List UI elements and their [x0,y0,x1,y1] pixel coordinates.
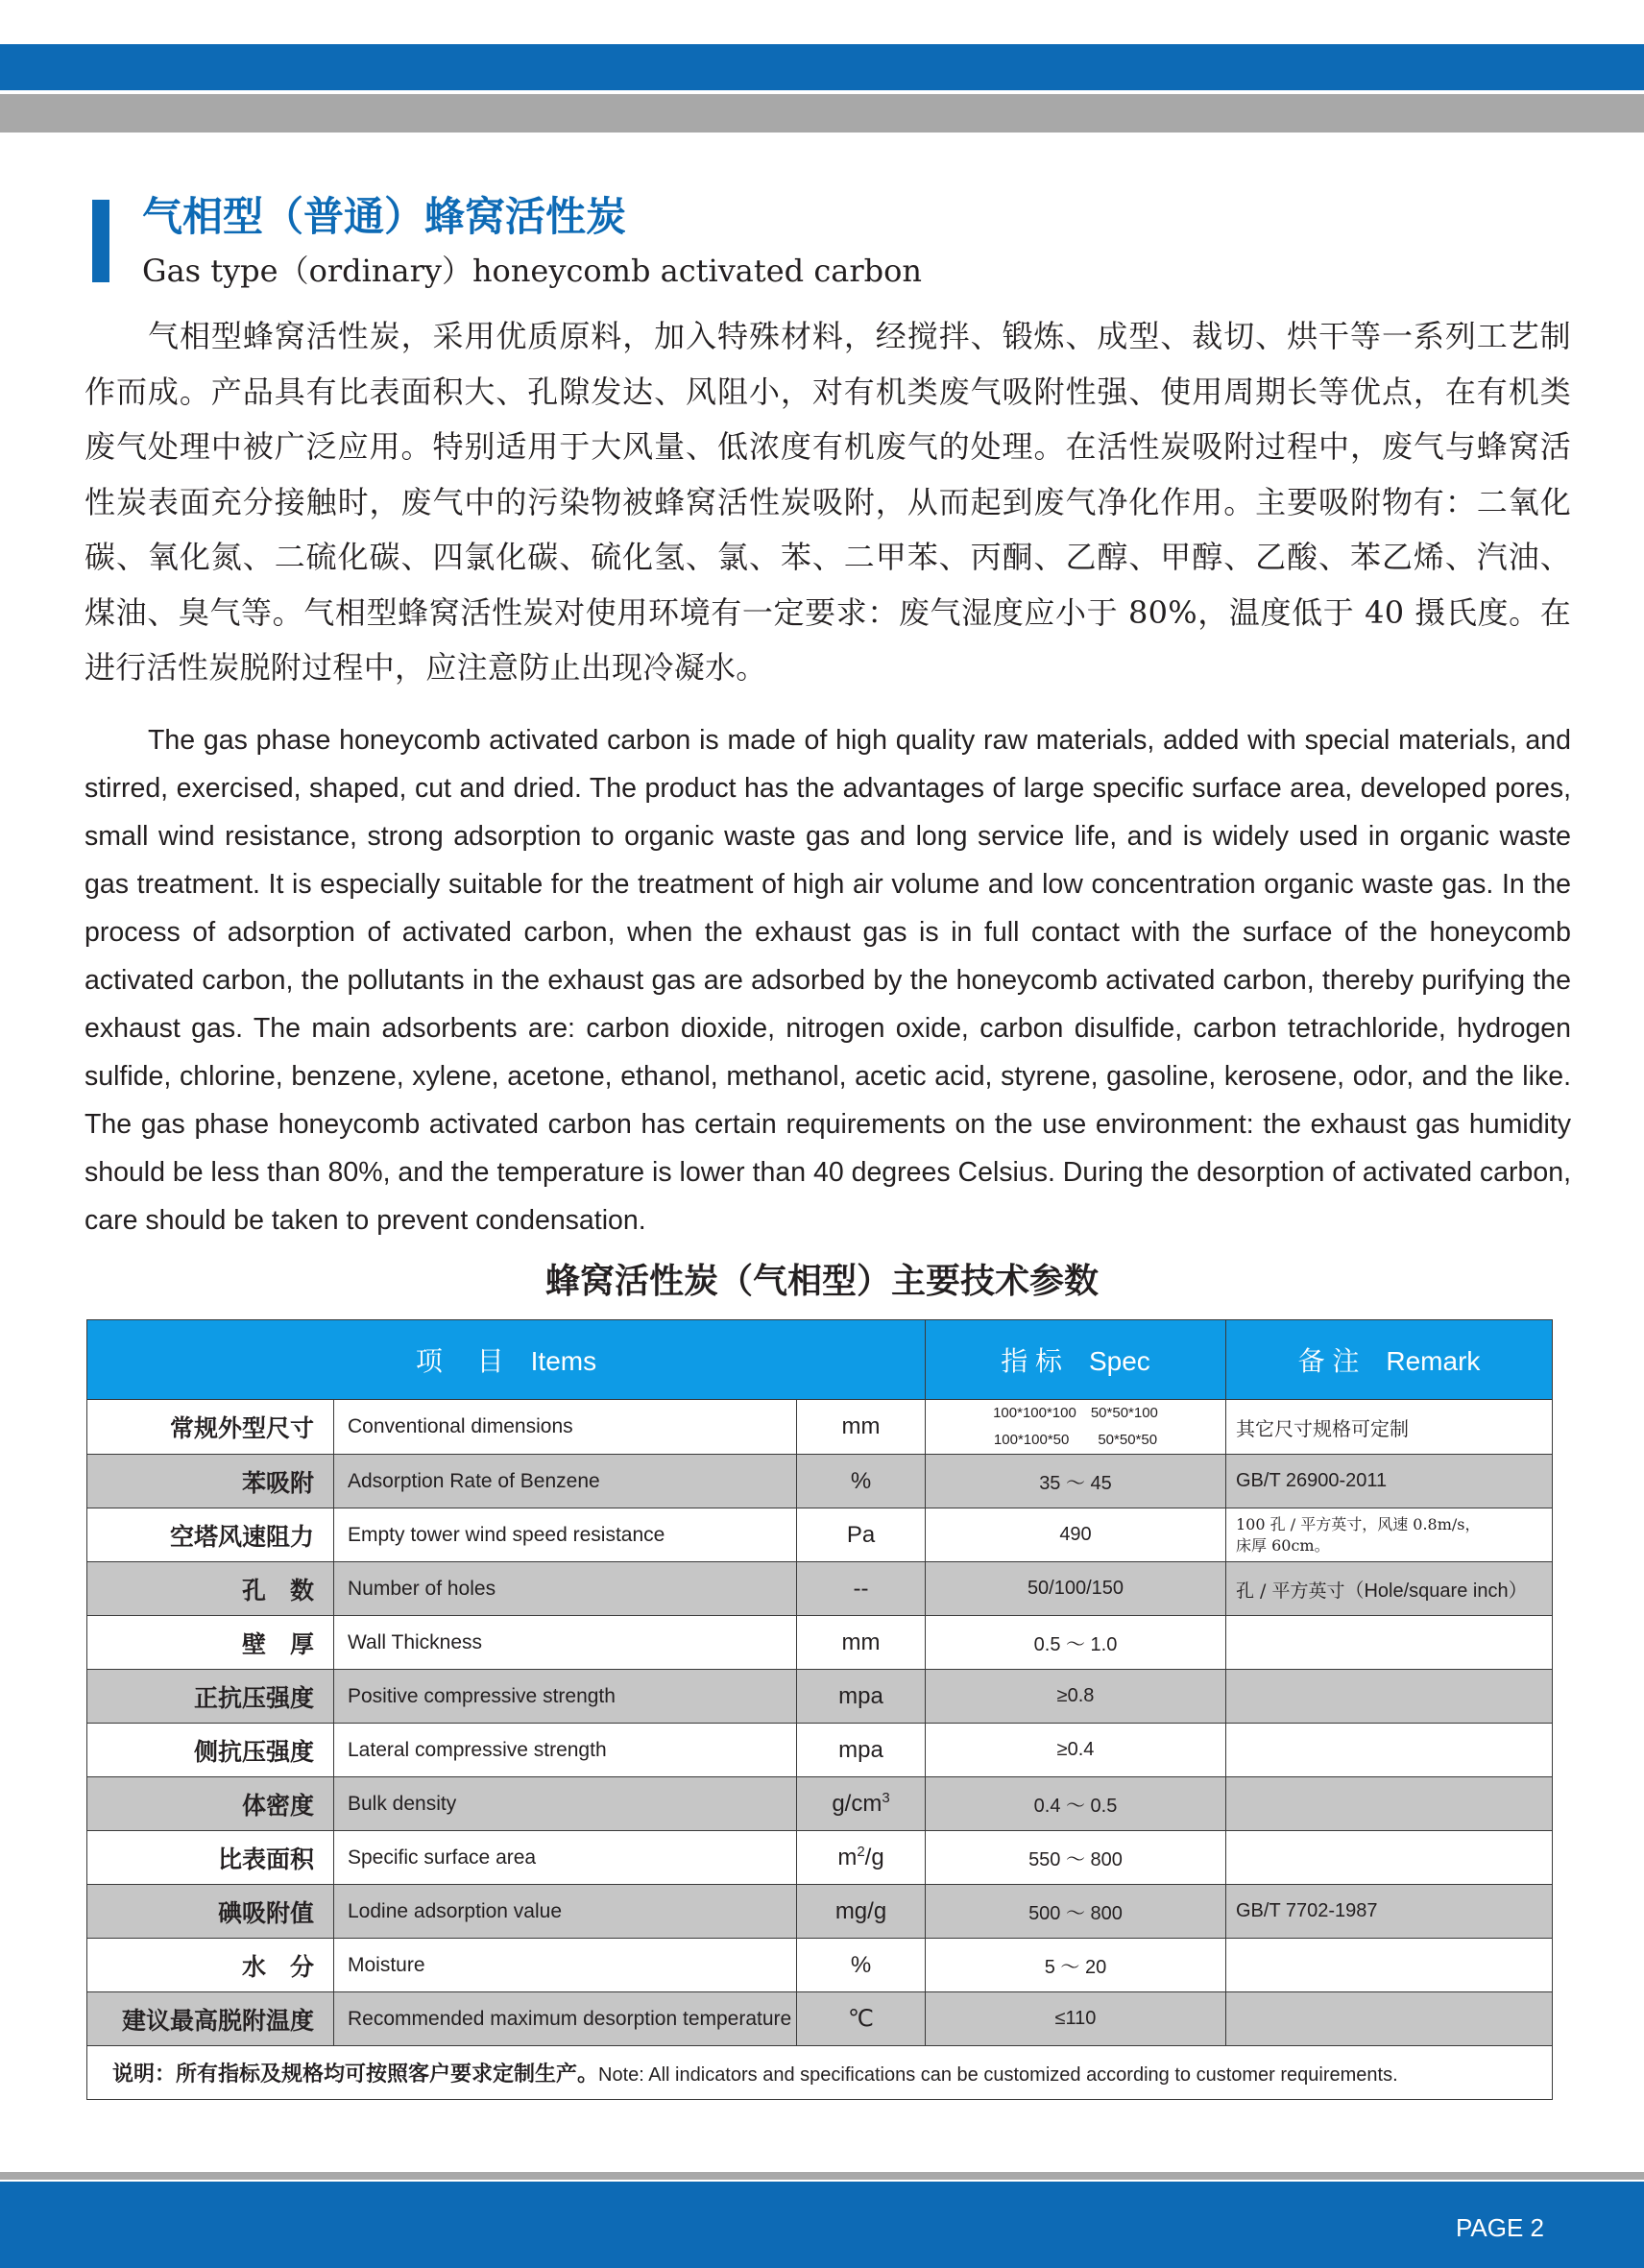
item-remark [1226,1831,1553,1885]
item-spec [926,1400,1226,1455]
item-name-en: Number of holes [334,1562,797,1616]
item-name-en: Lodine adsorption value [334,1885,797,1939]
title-accent-bar [92,200,109,282]
item-spec: 500 ～ 800 [926,1885,1226,1939]
item-unit [797,1831,926,1885]
item-spec: ≤110 [926,1992,1226,2046]
item-spec: 5 ～ 20 [926,1939,1226,1992]
table-row [87,1400,1553,1455]
table-row [87,1831,1553,1885]
header-spec: 指 标 Spec [926,1320,1226,1400]
unit-base: g/cm [832,1791,882,1817]
item-name-cn: 空塔风速阻力 [87,1508,334,1562]
item-spec: 35 ～ 45 [926,1455,1226,1508]
item-name-en: Empty tower wind speed resistance [334,1508,797,1562]
remark-line-1: 100 孔 / 平方英寸，风速 0.8m/s， [1236,1514,1481,1533]
remark-en-part: （Hole/square inch） [1344,1580,1528,1602]
item-name-en: Moisture [334,1939,797,1992]
item-unit: % [797,1939,926,1992]
item-name-cn: 侧抗压强度 [87,1724,334,1777]
page-number: PAGE 2 [1455,2213,1544,2242]
unit-superscript: 3 [882,1790,890,1806]
remark-line-2: 床厚 60cm。 [1236,1535,1330,1555]
table-row [87,1992,1553,2046]
table-note [87,2046,1553,2100]
table-row [87,1939,1553,1992]
item-name-en: Recommended maximum desorption temperature [334,1992,797,2046]
item-name-cn: 建议最高脱附温度 [87,1992,334,2046]
item-remark [1226,1508,1553,1562]
item-remark: GB/T 26900-2011 [1226,1455,1553,1508]
item-remark [1226,1670,1553,1724]
table-row [87,1508,1553,1562]
item-spec: ≥0.8 [926,1670,1226,1724]
section-title-cn: 气相型（普通）蜂窝活性炭 [142,193,627,240]
table-row [87,1724,1553,1777]
item-unit: mpa [797,1724,926,1777]
item-name-cn: 碘吸附值 [87,1885,334,1939]
item-remark: 其它尺寸规格可定制 [1226,1400,1553,1455]
item-remark [1226,1562,1553,1616]
item-spec: 50/100/150 [926,1562,1226,1616]
bottom-gray-band [0,2172,1644,2180]
item-spec: 0.4 ～ 0.5 [926,1777,1226,1831]
item-remark [1226,1724,1553,1777]
item-spec: ≥0.4 [926,1724,1226,1777]
note-en: Note: All indicators and specifications can be customized according to customer requirements. [598,2064,1398,2086]
item-name-cn: 常规外型尺寸 [87,1400,334,1455]
item-name-en: Lateral compressive strength [334,1724,797,1777]
spec-table [86,1319,1553,2100]
unit-base: m [837,1845,858,1870]
header-items: 项 目 Items [87,1320,926,1400]
item-remark: GB/T 7702-1987 [1226,1885,1553,1939]
remark-cn-part: 孔 / 平方英寸 [1236,1580,1345,1602]
top-blue-band [0,44,1644,90]
item-remark [1226,1939,1553,1992]
item-unit: mm [797,1400,926,1455]
item-remark [1226,1616,1553,1670]
table-note-row [87,2046,1553,2100]
item-unit: mg/g [797,1885,926,1939]
item-unit: mpa [797,1670,926,1724]
item-name-en: Specific surface area [334,1831,797,1885]
description-paragraph-en: The gas phase honeycomb activated carbon is made of high quality raw materials, added with special materials, and stirred, exercised, shaped, cut and dried. The product has the advantages of large specific surface area, developed pores, small wind resistance, strong adsorption to organic waste gas and long service life, and is widely used in organic waste gas treatment. It is especially suitable for the treatment of high air volume and low concentration organic waste gas. In the process of adsorption of activated carbon, when the exhaust gas is in full contact with the surface of the honeycomb activated carbon, the pollutants in the exhaust gas are adsorbed by the honeycomb activated carbon, thereby purifying the exhaust gas. The main adsorbents are: carbon dioxide, nitrogen oxide, carbon disulfide, carbon tetrachloride, hydrogen sulfide, chlorine, benzene, xylene, acetone, ethanol, methanol, acetic acid, styrene, gasoline, kerosene, odor, and the like. The gas phase honeycomb activated carbon has certain requirements on the use environment: the exhaust gas humidity should be less than 80%, and the temperature is lower than 40 degrees Celsius. During the desorption of activated carbon, care should be taken to prevent condensation. [85,725,1571,1236]
item-name-cn: 壁 厚 [87,1616,334,1670]
item-name-en: Adsorption Rate of Benzene [334,1455,797,1508]
table-row [87,1885,1553,1939]
table-title: 蜂窝活性炭（气相型）主要技术参数 [544,1261,1099,1301]
spec-line-1: 100*100*100 50*50*100 [993,1405,1158,1421]
item-unit: ℃ [797,1992,926,2046]
item-remark [1226,1777,1553,1831]
item-name-cn: 孔 数 [87,1562,334,1616]
item-name-cn: 水 分 [87,1939,334,1992]
table-row [87,1616,1553,1670]
item-spec: 490 [926,1508,1226,1562]
item-unit: mm [797,1616,926,1670]
top-gray-band [0,94,1644,133]
item-name-cn: 正抗压强度 [87,1670,334,1724]
section-title-en: Gas type（ordinary）honeycomb activated carbon [142,253,922,289]
item-name-en: Conventional dimensions [334,1400,797,1455]
table-header-row [87,1320,1553,1400]
spec-line-2: 100*100*50 50*50*50 [993,1432,1158,1448]
item-name-en: Bulk density [334,1777,797,1831]
table-row [87,1777,1553,1831]
table-row [87,1670,1553,1724]
note-cn: 说明：所有指标及规格均可按照客户要求定制生产。 [112,2062,599,2087]
table-row [87,1455,1553,1508]
item-name-cn: 苯吸附 [87,1455,334,1508]
item-remark [1226,1992,1553,2046]
item-unit [797,1777,926,1831]
item-name-cn: 比表面积 [87,1831,334,1885]
bottom-blue-band [0,2182,1644,2268]
item-spec: 0.5 ～ 1.0 [926,1616,1226,1670]
item-spec: 550 ～ 800 [926,1831,1226,1885]
item-unit: % [797,1455,926,1508]
description-paragraph-cn: 气相型蜂窝活性炭，采用优质原料，加入特殊材料，经搅拌、锻炼、成型、裁切、烘干等一系列工艺制作而成。产品具有比表面积大、孔隙发达、风阻小，对有机类废气吸附性强、使用周期长等优点，在有机类废气处理中被广泛应用。特别适用于大风量、低浓度有机废气的处理。在活性炭吸附过程中，废气与蜂窝活性炭表面充分接触时，废气中的污染物被蜂窝活性炭吸附，从而起到废气净化作用。主要吸附物有：二氧化碳、氧化氮、二硫化碳、四氯化碳、硫化氢、氯、苯、二甲苯、丙酮、乙醇、甲醇、乙酸、苯乙烯、汽油、煤油、臭气等。气相型蜂窝活性炭对使用环境有一定要求：废气湿度应小于 80%，温度低于 40 摄氏度。在进行活性炭脱附过程中，应注意防止出现冷凝水。 [85,318,1571,686]
unit-tail: /g [864,1845,884,1870]
header-remark: 备 注 Remark [1226,1320,1553,1400]
table-row [87,1562,1553,1616]
item-unit: -- [797,1562,926,1616]
unit-superscript: 2 [857,1844,865,1860]
item-unit: Pa [797,1508,926,1562]
item-name-en: Positive compressive strength [334,1670,797,1724]
item-name-en: Wall Thickness [334,1616,797,1670]
item-name-cn: 体密度 [87,1777,334,1831]
